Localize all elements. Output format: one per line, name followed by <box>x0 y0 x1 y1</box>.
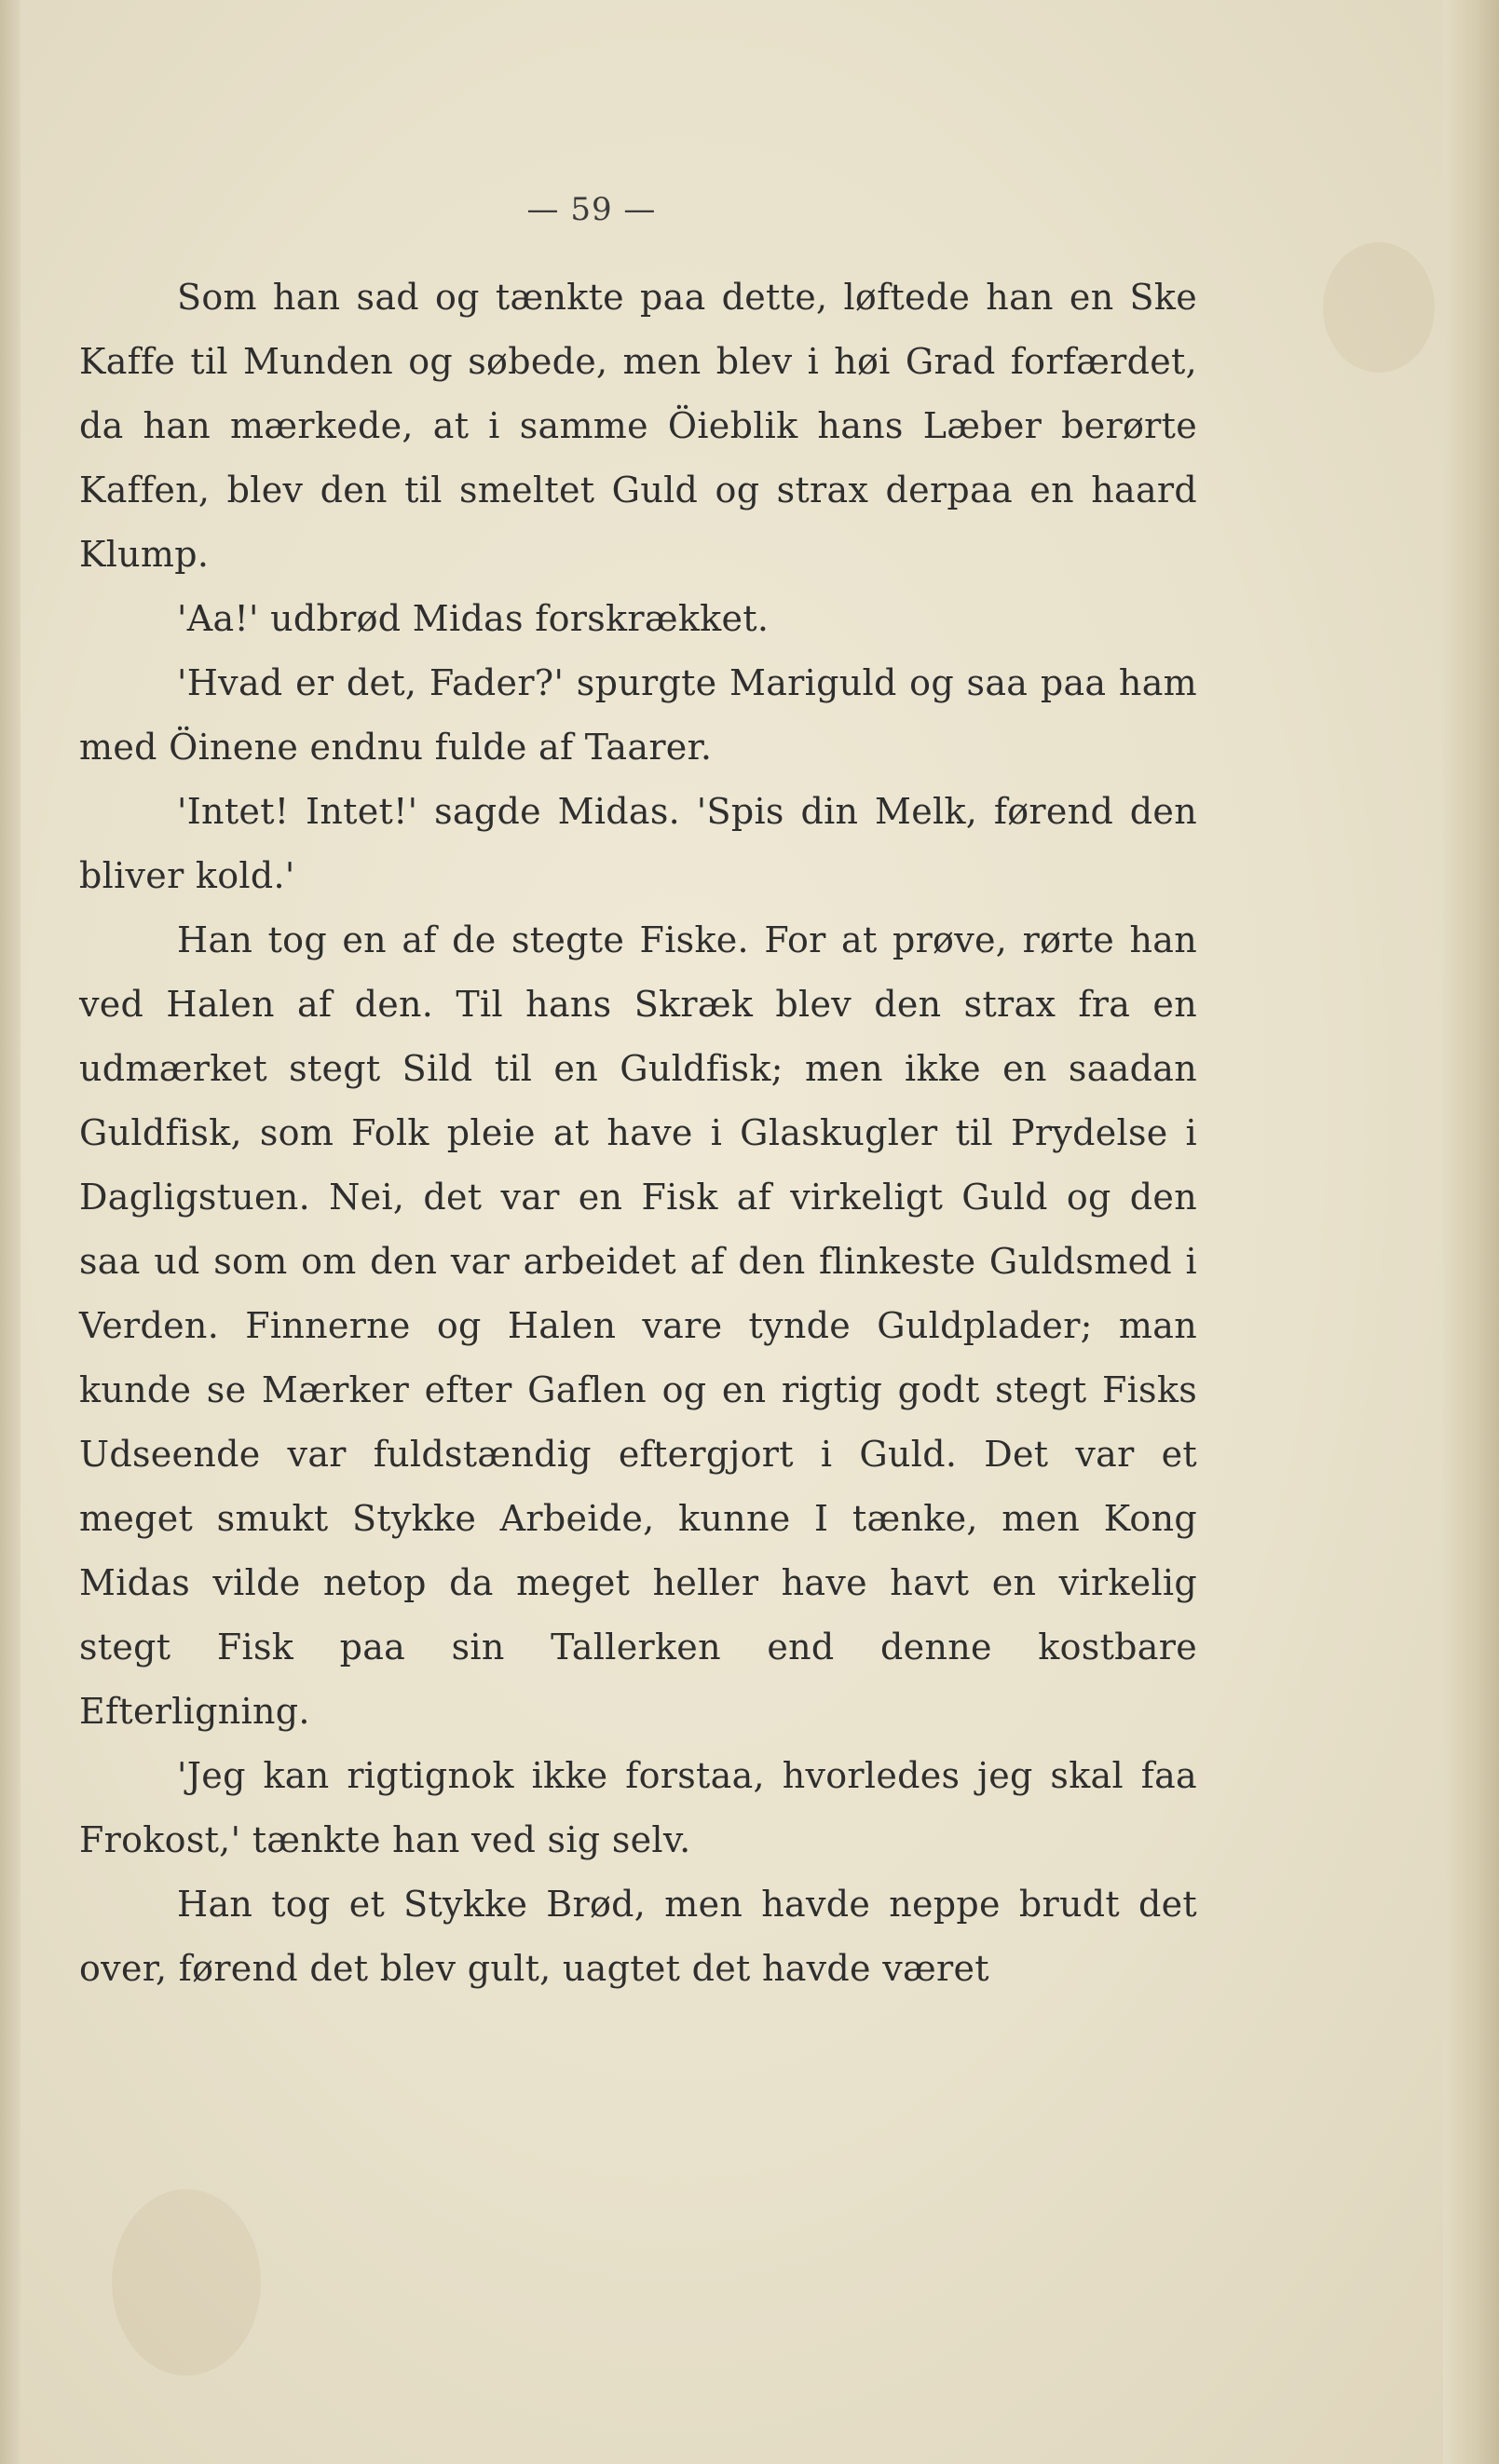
paragraph: Som han sad og tænkte paa dette, løftede han en Ske Kaffe til Munden og søbede, men blev i høi Grad forfærdet, da han mærkede, at i samme Öieblik hans Læber berørte Kaffen, blev den til smeltet Guld og strax derpaa en haard Klump. <box>79 277 1197 575</box>
paragraph: Han tog et Stykke Brød, men havde neppe brudt det over, førend det blev gult, uagtet det havde været <box>79 1884 1197 1989</box>
paper-stain <box>1323 242 1435 373</box>
paragraph: 'Aa!' udbrød Midas forskrækket. <box>177 598 770 639</box>
page-number: — 59 — <box>526 191 657 228</box>
body-text <box>79 265 1197 2001</box>
paper-stain <box>112 2189 261 2376</box>
paragraph: Han tog en af de stegte Fiske. For at prøve, rørte han ved Halen af den. Til hans Skræk blev den strax fra en udmærket stegt Sild til en Guldfisk; men ikke en saadan Guldfisk, som Folk pleie at have i Glaskugler til Prydelse i Dagligstuen. Nei, det var en Fisk af virkeligt Guld og den saa ud som om den var arbeidet af den flinkeste Guldsmed i Verden. Finnerne og Halen vare tynde Guldplader; man kunde se Mærker efter Gaflen og en rigtig godt stegt Fisks Udseende var fuldstændig eftergjort i Guld. Det var et meget smukt Stykke Arbeide, kunne I tænke, men Kong Midas vilde netop da meget heller have havt en virkelig stegt Fisk paa sin Tallerken end denne kostbare Efterligning. <box>79 919 1197 1732</box>
paragraph: 'Hvad er det, Fader?' spurgte Mariguld og saa paa ham med Öinene endnu fulde af Taarer. <box>79 662 1197 768</box>
paragraph: 'Jeg kan rigtignok ikke forstaa, hvorledes jeg skal faa Frokost,' tænkte han ved sig selv. <box>79 1755 1197 1860</box>
page-left-edge <box>0 0 20 2464</box>
page-right-edge <box>1443 0 1499 2464</box>
paragraph: 'Intet! Intet!' sagde Midas. 'Spis din Melk, førend den bliver kold.' <box>79 791 1197 896</box>
